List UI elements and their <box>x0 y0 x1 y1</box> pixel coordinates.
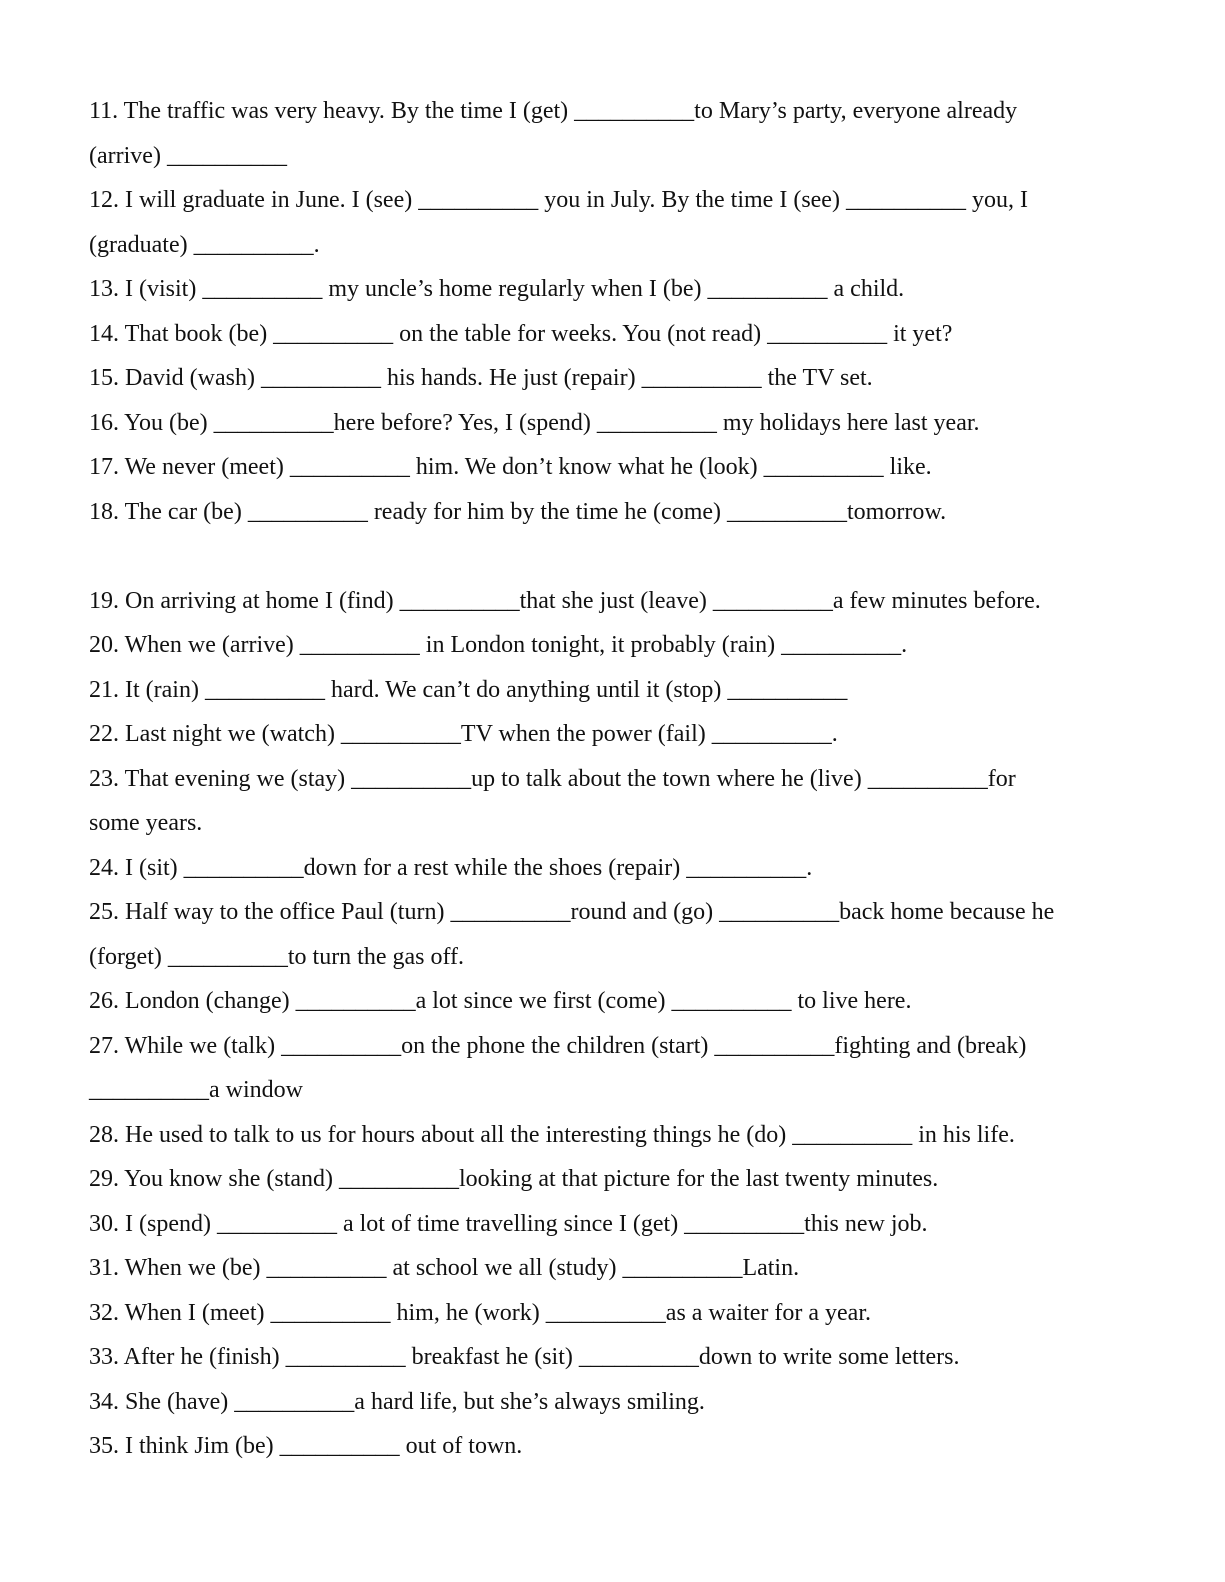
exercise-11-line-1: 11. The traffic was very heavy. By the time I (get) __________to Mary’s party, everyone already <box>89 98 1018 124</box>
exercise-33: 33. After he (finish) __________ breakfast he (sit) __________down to write some letters. <box>89 1344 960 1370</box>
exercise-23-line-1: 23. That evening we (stay) __________up to talk about the town where he (live) __________for <box>89 765 1016 792</box>
exercise-22: 22. Last night we (watch) __________TV when the power (fail) __________. <box>89 721 838 747</box>
exercise-12-line-2: (graduate) __________. <box>89 231 320 258</box>
exercise-12-line-1: 12. I will graduate in June. I (see) __________ you in July. By the time I (see) __________ you, I <box>89 187 1028 213</box>
section-spacer <box>89 534 1149 579</box>
exercise-34: 34. She (have) __________a hard life, but she’s always smiling. <box>89 1388 705 1415</box>
exercise-31: 31. When we (be) __________ at school we all (study) __________Latin. <box>89 1255 800 1281</box>
exercise-11-line-2: (arrive) __________ <box>89 142 287 169</box>
exercise-29: 29. You know she (stand) __________looking at that picture for the last twenty minutes. <box>89 1166 939 1192</box>
exercise-27-line-1: 27. While we (talk) __________on the phone the children (start) __________fighting and (break) <box>89 1032 1027 1059</box>
exercise-25-line-1: 25. Half way to the office Paul (turn) __________round and (go) __________back home because he <box>89 899 1055 925</box>
exercise-16: 16. You (be) __________here before? Yes, I (spend) __________ my holidays here last year. <box>89 409 980 436</box>
exercise-24: 24. I (sit) __________down for a rest while the shoes (repair) __________. <box>89 854 813 881</box>
exercise-32: 32. When I (meet) __________ him, he (work) __________as a waiter for a year. <box>89 1299 872 1326</box>
exercise-25-line-2: (forget) __________to turn the gas off. <box>89 943 465 970</box>
exercise-page <box>89 89 1149 1469</box>
exercise-35: 35. I think Jim (be) __________ out of town. <box>89 1433 523 1459</box>
exercise-27-line-2: __________a window <box>89 1077 303 1103</box>
exercise-20: 20. When we (arrive) __________ in London tonight, it probably (rain) __________. <box>89 632 908 658</box>
exercise-19: 19. On arriving at home I (find) __________that she just (leave) __________a few minutes before. <box>89 587 1041 614</box>
exercise-21: 21. It (rain) __________ hard. We can’t do anything until it (stop) __________ <box>89 676 848 703</box>
exercise-18: 18. The car (be) __________ ready for him by the time he (come) __________tomorrow. <box>89 498 947 525</box>
exercise-13: 13. I (visit) __________ my uncle’s home regularly when I (be) __________ a child. <box>89 276 905 302</box>
exercise-28: 28. He used to talk to us for hours about all the interesting things he (do) __________ in his life. <box>89 1121 1015 1148</box>
exercise-26: 26. London (change) __________a lot since we first (come) __________ to live here. <box>89 988 912 1014</box>
exercise-30: 30. I (spend) __________ a lot of time travelling since I (get) __________this new job. <box>89 1210 928 1237</box>
exercise-17: 17. We never (meet) __________ him. We don’t know what he (look) __________ like. <box>89 454 932 480</box>
exercise-14: 14. That book (be) __________ on the table for weeks. You (not read) __________ it yet? <box>89 320 953 347</box>
exercise-23-line-2: some years. <box>89 810 203 836</box>
exercise-15: 15. David (wash) __________ his hands. He just (repair) __________ the TV set. <box>89 365 873 391</box>
